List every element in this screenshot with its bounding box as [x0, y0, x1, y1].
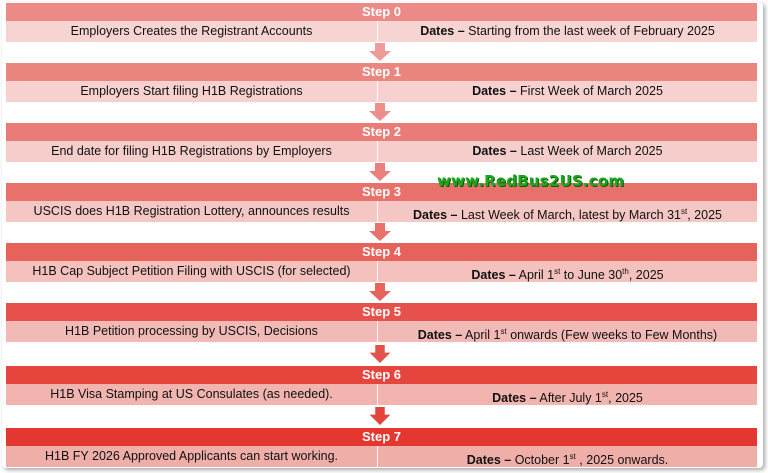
- step-6-activity: H1B Visa Stamping at US Consulates (as needed).: [6, 384, 378, 405]
- step-0-title: Step 0: [6, 3, 757, 21]
- step-1-activity: Employers Start filing H1B Registrations: [6, 81, 378, 102]
- step-4: [6, 243, 757, 282]
- step-5: [6, 303, 757, 342]
- dates-label: Dates –: [417, 328, 463, 342]
- step-0-row: [6, 21, 757, 42]
- step-7: [6, 428, 757, 467]
- watermark: www.RedBus2US.com: [437, 172, 625, 190]
- step-0-dates: [378, 21, 757, 42]
- step-0-activity: Employers Creates the Registrant Accounts: [6, 21, 378, 42]
- dates-label: Dates –: [492, 391, 537, 405]
- step-3: [6, 183, 757, 222]
- step-2-row: [6, 141, 757, 162]
- step-3-row: [6, 201, 757, 222]
- step-5-title: Step 5: [6, 303, 757, 321]
- step-6: [6, 366, 757, 405]
- dates-label: Dates –: [466, 453, 512, 467]
- down-arrow-icon: [369, 103, 391, 121]
- step-2-dates: [378, 141, 757, 162]
- step-1: [6, 63, 757, 102]
- step-7-dates: [378, 446, 757, 467]
- step-3-activity: USCIS does H1B Registration Lottery, announces results: [6, 201, 378, 222]
- step-7-title: Step 7: [6, 428, 757, 446]
- dates-value: October 1st , 2025 onwards.: [511, 452, 669, 467]
- step-3-dates: [378, 201, 757, 222]
- dates-label: Dates –: [472, 84, 517, 98]
- down-arrow-icon: [369, 223, 391, 241]
- step-1-title: Step 1: [6, 63, 757, 81]
- step-1-dates: [378, 81, 757, 102]
- dates-value: After July 1st, 2025: [536, 390, 643, 405]
- step-4-dates: [378, 261, 757, 282]
- step-7-activity: H1B FY 2026 Approved Applicants can start working.: [6, 446, 378, 467]
- step-2: [6, 123, 757, 162]
- step-1-row: [6, 81, 757, 102]
- dates-value: Starting from the last week of February 2025: [464, 24, 715, 38]
- down-arrow-icon: [369, 407, 391, 425]
- dates-value: Last Week of March, latest by March 31st, 2025: [457, 207, 722, 222]
- dates-value: First Week of March 2025: [516, 84, 663, 98]
- step-5-activity: H1B Petition processing by USCIS, Decisions: [6, 321, 378, 342]
- step-5-row: [6, 321, 757, 342]
- step-4-title: Step 4: [6, 243, 757, 261]
- step-0: [6, 3, 757, 42]
- step-5-dates: [378, 321, 757, 342]
- dates-label: Dates –: [471, 268, 516, 282]
- dates-label: Dates –: [413, 208, 458, 222]
- step-4-row: [6, 261, 757, 282]
- dates-value: April 1st to June 30th, 2025: [515, 267, 664, 282]
- down-arrow-icon: [369, 163, 391, 181]
- dates-value: Last Week of March 2025: [516, 144, 663, 158]
- dates-label: Dates –: [472, 144, 517, 158]
- down-arrow-icon: [369, 43, 391, 61]
- dates-value: April 1st onwards (Few weeks to Few Months): [462, 327, 718, 342]
- step-2-activity: End date for filing H1B Registrations by Employers: [6, 141, 378, 162]
- step-4-activity: H1B Cap Subject Petition Filing with USCIS (for selected): [6, 261, 378, 282]
- step-6-row: [6, 384, 757, 405]
- step-6-title: Step 6: [6, 366, 757, 384]
- step-6-dates: [378, 384, 757, 405]
- dates-label: Dates –: [420, 24, 465, 38]
- step-2-title: Step 2: [6, 123, 757, 141]
- step-3-title: Step 3: [6, 183, 757, 201]
- down-arrow-icon: [369, 345, 391, 363]
- step-7-row: [6, 446, 757, 467]
- down-arrow-icon: [369, 283, 391, 301]
